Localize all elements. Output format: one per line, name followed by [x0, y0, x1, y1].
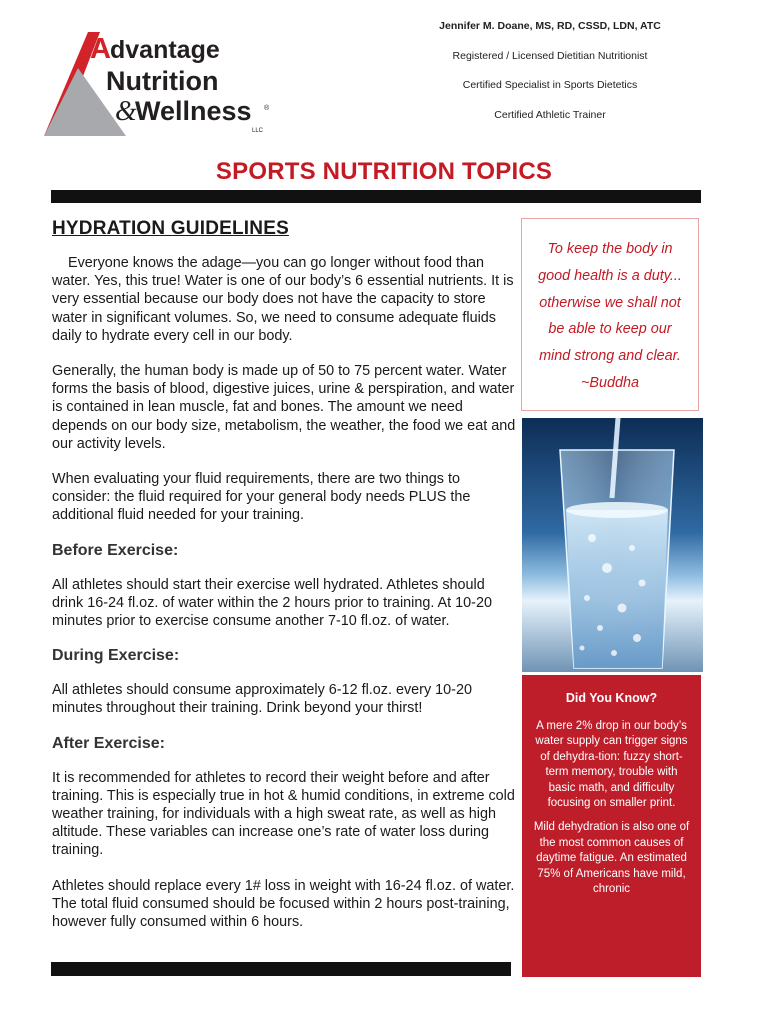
credential-line: Certified Athletic Trainer	[494, 108, 606, 121]
credentials-block	[400, 18, 700, 136]
did-you-know-text: A mere 2% drop in our body’s water supply can trigger signs of dehydra-tion: fuzzy short-term memory, trouble with basic math, and difficulty focusing on smaller print.	[535, 720, 688, 810]
svg-text:Wellness: Wellness	[135, 96, 252, 126]
quote-line: To keep the body in	[547, 241, 673, 257]
article-main	[52, 218, 516, 948]
author-name: Jennifer M. Doane, MS, RD, CSSD, LDN, ATC	[439, 20, 661, 32]
credential-line: Registered / Licensed Dietitian Nutritionist	[452, 49, 648, 62]
after-exercise-text: Athletes should replace every 1# loss in weight with 16-24 fl.oz. of water. The total fluid consumed should be focused within 2 hours post-training, however fully consumed within 6 hours.	[52, 877, 515, 931]
company-logo	[42, 28, 282, 140]
buddha-quote-box	[521, 218, 699, 411]
did-you-know-box	[522, 675, 701, 977]
quote-line: be able to keep our	[548, 321, 672, 338]
did-you-know-text: Mild dehydration is also one of the most common causes of daytime fatigue. An estimated 75% of Americans have mild, chronic	[533, 821, 690, 896]
page-title: SPORTS NUTRITION TOPICS	[215, 158, 553, 185]
svg-text:LLC: LLC	[252, 128, 264, 134]
svg-text:&: &	[115, 96, 137, 127]
during-exercise-heading: During Exercise:	[52, 647, 180, 665]
svg-text:®: ®	[264, 105, 270, 112]
before-exercise-heading: Before Exercise:	[52, 541, 179, 559]
quote-attribution: ~Buddha	[580, 374, 640, 391]
after-exercise-text: It is recommended for athletes to record their weight before and after training. This is especially true in hot & humid conditions, in extreme cold weather training, for individuals with a high sweat rate, as well as high altitude. These variables can increase one’s rate of water loss during training.	[52, 769, 515, 859]
quote-line: mind strong and clear.	[539, 348, 681, 365]
svg-text:A: A	[90, 33, 111, 65]
credential-line: Certified Specialist in Sports Dietetics	[462, 79, 638, 91]
header-divider-bar	[51, 190, 701, 203]
did-you-know-title: Did You Know?	[565, 691, 658, 705]
quote-line: otherwise we shall not	[539, 294, 681, 311]
svg-text:dvantage: dvantage	[110, 36, 220, 64]
section-title: HYDRATION GUIDELINES	[52, 218, 289, 239]
footer-divider-bar	[51, 962, 511, 976]
before-exercise-text: All athletes should start their exercise well hydrated. Athletes should drink 16-24 fl.oz. of water within the 2 hours prior to training. At 10-20 minutes prior to exercise consume another 7-10 fl.oz. of water.	[52, 576, 492, 630]
water-glass-image	[522, 418, 703, 672]
intro-paragraph: Everyone knows the adage—you can go longer without food than water. Yes, this true! Water is one of our body’s 6 essential nutrients. It is very essential because our body does not have the capacity to store water in significant volumes. So, we need to consume adequate fluids daily to hydrate every cell in our body.	[52, 255, 514, 344]
intro-paragraph: When evaluating your fluid requirements, there are two things to consider: the fluid required for your general body needs PLUS the additional fluid needed for your training.	[52, 471, 471, 524]
svg-text:Nutrition: Nutrition	[106, 66, 219, 96]
after-exercise-heading: After Exercise:	[52, 734, 165, 752]
during-exercise-text: All athletes should consume approximately 6-12 fl.oz. every 10-20 minutes throughout their training. Drink beyond your thirst!	[52, 682, 472, 717]
quote-line: good health is a duty...	[538, 267, 682, 284]
intro-paragraph: Generally, the human body is made up of 50 to 75 percent water. Water forms the basis of blood, digestive juices, urine & perspiration, and water is contained in lean muscle, fat and bones. The amount we need depends on our body size, metabolism, the weather, the food we eat and our activity levels.	[52, 363, 516, 452]
